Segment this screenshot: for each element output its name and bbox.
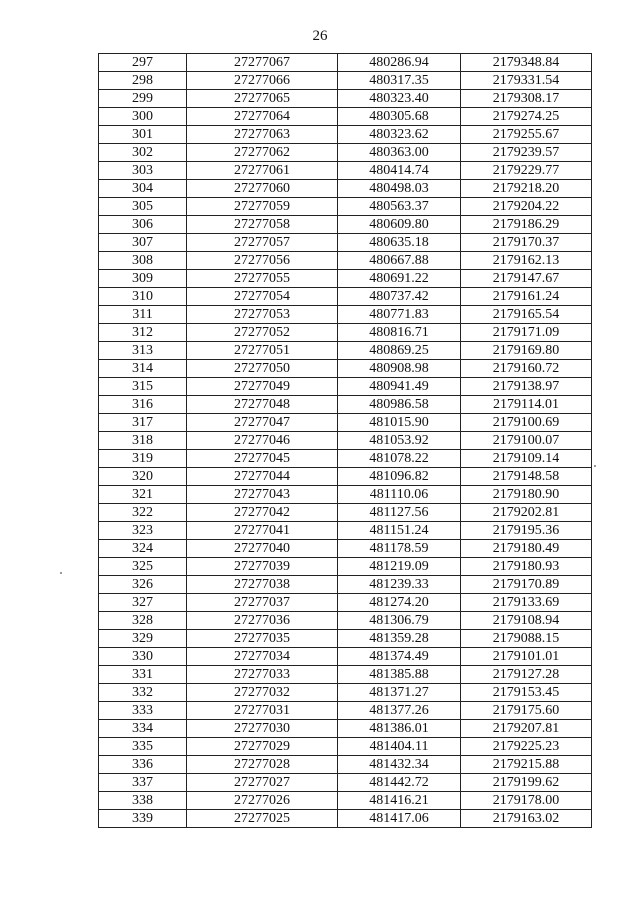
table-row	[99, 756, 592, 774]
point-id-cell: 27277067	[187, 54, 338, 72]
x-coordinate-cell: 481127.56	[338, 504, 461, 522]
point-id-cell: 27277039	[187, 558, 338, 576]
y-coordinate-cell: 2179274.25	[461, 108, 592, 126]
row-number-cell: 302	[99, 144, 187, 162]
point-id-cell: 27277032	[187, 684, 338, 702]
table-row	[99, 396, 592, 414]
table-row	[99, 612, 592, 630]
x-coordinate-cell: 480286.94	[338, 54, 461, 72]
table-row	[99, 648, 592, 666]
table-row	[99, 702, 592, 720]
y-coordinate-cell: 2179170.37	[461, 234, 592, 252]
point-id-cell: 27277059	[187, 198, 338, 216]
row-number-cell: 315	[99, 378, 187, 396]
point-id-cell: 27277029	[187, 738, 338, 756]
table-row	[99, 234, 592, 252]
x-coordinate-cell: 480816.71	[338, 324, 461, 342]
row-number-cell: 318	[99, 432, 187, 450]
row-number-cell: 297	[99, 54, 187, 72]
y-coordinate-cell: 2179207.81	[461, 720, 592, 738]
x-coordinate-cell: 480323.40	[338, 90, 461, 108]
table-row	[99, 270, 592, 288]
row-number-cell: 305	[99, 198, 187, 216]
x-coordinate-cell: 480667.88	[338, 252, 461, 270]
table-row	[99, 594, 592, 612]
x-coordinate-cell: 481078.22	[338, 450, 461, 468]
y-coordinate-cell: 2179215.88	[461, 756, 592, 774]
y-coordinate-cell: 2179171.09	[461, 324, 592, 342]
y-coordinate-cell: 2179175.60	[461, 702, 592, 720]
point-id-cell: 27277045	[187, 450, 338, 468]
point-id-cell: 27277058	[187, 216, 338, 234]
table-row	[99, 450, 592, 468]
row-number-cell: 299	[99, 90, 187, 108]
y-coordinate-cell: 2179160.72	[461, 360, 592, 378]
y-coordinate-cell: 2179165.54	[461, 306, 592, 324]
point-id-cell: 27277049	[187, 378, 338, 396]
table-row	[99, 324, 592, 342]
point-id-cell: 27277028	[187, 756, 338, 774]
y-coordinate-cell: 2179178.00	[461, 792, 592, 810]
point-id-cell: 27277034	[187, 648, 338, 666]
y-coordinate-cell: 2179199.62	[461, 774, 592, 792]
point-id-cell: 27277051	[187, 342, 338, 360]
x-coordinate-cell: 481432.34	[338, 756, 461, 774]
x-coordinate-cell: 480691.22	[338, 270, 461, 288]
row-number-cell: 339	[99, 810, 187, 828]
table-row	[99, 216, 592, 234]
row-number-cell: 322	[99, 504, 187, 522]
table-row	[99, 72, 592, 90]
y-coordinate-cell: 2179127.28	[461, 666, 592, 684]
y-coordinate-cell: 2179180.49	[461, 540, 592, 558]
row-number-cell: 324	[99, 540, 187, 558]
point-id-cell: 27277064	[187, 108, 338, 126]
table-row	[99, 540, 592, 558]
y-coordinate-cell: 2179147.67	[461, 270, 592, 288]
point-id-cell: 27277041	[187, 522, 338, 540]
table-row	[99, 378, 592, 396]
page-number: 26	[312, 28, 328, 44]
point-id-cell: 27277044	[187, 468, 338, 486]
point-id-cell: 27277030	[187, 720, 338, 738]
table-row	[99, 414, 592, 432]
y-coordinate-cell: 2179180.90	[461, 486, 592, 504]
y-coordinate-cell: 2179331.54	[461, 72, 592, 90]
y-coordinate-cell: 2179088.15	[461, 630, 592, 648]
y-coordinate-cell: 2179186.29	[461, 216, 592, 234]
row-number-cell: 316	[99, 396, 187, 414]
point-id-cell: 27277026	[187, 792, 338, 810]
row-number-cell: 323	[99, 522, 187, 540]
row-number-cell: 331	[99, 666, 187, 684]
coordinates-table-body	[99, 54, 592, 828]
point-id-cell: 27277060	[187, 180, 338, 198]
x-coordinate-cell: 480908.98	[338, 360, 461, 378]
y-coordinate-cell: 2179161.24	[461, 288, 592, 306]
x-coordinate-cell: 480986.58	[338, 396, 461, 414]
point-id-cell: 27277065	[187, 90, 338, 108]
table-row	[99, 486, 592, 504]
x-coordinate-cell: 480323.62	[338, 126, 461, 144]
y-coordinate-cell: 2179229.77	[461, 162, 592, 180]
row-number-cell: 307	[99, 234, 187, 252]
point-id-cell: 27277053	[187, 306, 338, 324]
row-number-cell: 327	[99, 594, 187, 612]
y-coordinate-cell: 2179100.07	[461, 432, 592, 450]
row-number-cell: 338	[99, 792, 187, 810]
x-coordinate-cell: 481386.01	[338, 720, 461, 738]
row-number-cell: 321	[99, 486, 187, 504]
row-number-cell: 332	[99, 684, 187, 702]
y-coordinate-cell: 2179218.20	[461, 180, 592, 198]
y-coordinate-cell: 2179163.02	[461, 810, 592, 828]
x-coordinate-cell: 480305.68	[338, 108, 461, 126]
table-row	[99, 432, 592, 450]
point-id-cell: 27277037	[187, 594, 338, 612]
row-number-cell: 306	[99, 216, 187, 234]
y-coordinate-cell: 2179108.94	[461, 612, 592, 630]
row-number-cell: 336	[99, 756, 187, 774]
row-number-cell: 325	[99, 558, 187, 576]
x-coordinate-cell: 481371.27	[338, 684, 461, 702]
table-row	[99, 342, 592, 360]
x-coordinate-cell: 480414.74	[338, 162, 461, 180]
y-coordinate-cell: 2179239.57	[461, 144, 592, 162]
y-coordinate-cell: 2179170.89	[461, 576, 592, 594]
row-number-cell: 313	[99, 342, 187, 360]
table-row	[99, 720, 592, 738]
row-number-cell: 335	[99, 738, 187, 756]
row-number-cell: 317	[99, 414, 187, 432]
x-coordinate-cell: 481416.21	[338, 792, 461, 810]
scan-speck	[60, 572, 62, 574]
row-number-cell: 308	[99, 252, 187, 270]
x-coordinate-cell: 480363.00	[338, 144, 461, 162]
point-id-cell: 27277036	[187, 612, 338, 630]
x-coordinate-cell: 481306.79	[338, 612, 461, 630]
y-coordinate-cell: 2179204.22	[461, 198, 592, 216]
point-id-cell: 27277061	[187, 162, 338, 180]
x-coordinate-cell: 481178.59	[338, 540, 461, 558]
table-row	[99, 108, 592, 126]
x-coordinate-cell: 481377.26	[338, 702, 461, 720]
row-number-cell: 309	[99, 270, 187, 288]
x-coordinate-cell: 481096.82	[338, 468, 461, 486]
table-row	[99, 738, 592, 756]
table-row	[99, 666, 592, 684]
point-id-cell: 27277057	[187, 234, 338, 252]
table-row	[99, 288, 592, 306]
point-id-cell: 27277035	[187, 630, 338, 648]
scan-speck	[594, 465, 596, 467]
x-coordinate-cell: 480635.18	[338, 234, 461, 252]
y-coordinate-cell: 2179109.14	[461, 450, 592, 468]
x-coordinate-cell: 480317.35	[338, 72, 461, 90]
point-id-cell: 27277040	[187, 540, 338, 558]
table-row	[99, 126, 592, 144]
table-row	[99, 792, 592, 810]
y-coordinate-cell: 2179255.67	[461, 126, 592, 144]
row-number-cell: 303	[99, 162, 187, 180]
x-coordinate-cell: 481219.09	[338, 558, 461, 576]
table-row	[99, 810, 592, 828]
point-id-cell: 27277038	[187, 576, 338, 594]
y-coordinate-cell: 2179100.69	[461, 414, 592, 432]
point-id-cell: 27277055	[187, 270, 338, 288]
y-coordinate-cell: 2179225.23	[461, 738, 592, 756]
y-coordinate-cell: 2179180.93	[461, 558, 592, 576]
point-id-cell: 27277031	[187, 702, 338, 720]
point-id-cell: 27277062	[187, 144, 338, 162]
x-coordinate-cell: 480771.83	[338, 306, 461, 324]
row-number-cell: 310	[99, 288, 187, 306]
row-number-cell: 300	[99, 108, 187, 126]
row-number-cell: 329	[99, 630, 187, 648]
x-coordinate-cell: 481374.49	[338, 648, 461, 666]
x-coordinate-cell: 480563.37	[338, 198, 461, 216]
point-id-cell: 27277033	[187, 666, 338, 684]
x-coordinate-cell: 481015.90	[338, 414, 461, 432]
coordinates-table	[98, 53, 592, 828]
x-coordinate-cell: 481053.92	[338, 432, 461, 450]
x-coordinate-cell: 481442.72	[338, 774, 461, 792]
x-coordinate-cell: 481359.28	[338, 630, 461, 648]
table-row	[99, 306, 592, 324]
y-coordinate-cell: 2179133.69	[461, 594, 592, 612]
x-coordinate-cell: 480737.42	[338, 288, 461, 306]
table-row	[99, 774, 592, 792]
table-row	[99, 198, 592, 216]
y-coordinate-cell: 2179114.01	[461, 396, 592, 414]
point-id-cell: 27277056	[187, 252, 338, 270]
row-number-cell: 301	[99, 126, 187, 144]
row-number-cell: 314	[99, 360, 187, 378]
x-coordinate-cell: 480941.49	[338, 378, 461, 396]
table-row	[99, 684, 592, 702]
x-coordinate-cell: 480609.80	[338, 216, 461, 234]
row-number-cell: 337	[99, 774, 187, 792]
y-coordinate-cell: 2179148.58	[461, 468, 592, 486]
y-coordinate-cell: 2179195.36	[461, 522, 592, 540]
table-row	[99, 162, 592, 180]
y-coordinate-cell: 2179169.80	[461, 342, 592, 360]
y-coordinate-cell: 2179153.45	[461, 684, 592, 702]
y-coordinate-cell: 2179101.01	[461, 648, 592, 666]
row-number-cell: 333	[99, 702, 187, 720]
table-row	[99, 252, 592, 270]
table-row	[99, 360, 592, 378]
x-coordinate-cell: 481274.20	[338, 594, 461, 612]
point-id-cell: 27277042	[187, 504, 338, 522]
row-number-cell: 312	[99, 324, 187, 342]
y-coordinate-cell: 2179162.13	[461, 252, 592, 270]
y-coordinate-cell: 2179202.81	[461, 504, 592, 522]
y-coordinate-cell: 2179138.97	[461, 378, 592, 396]
row-number-cell: 330	[99, 648, 187, 666]
point-id-cell: 27277066	[187, 72, 338, 90]
row-number-cell: 334	[99, 720, 187, 738]
x-coordinate-cell: 481417.06	[338, 810, 461, 828]
point-id-cell: 27277025	[187, 810, 338, 828]
point-id-cell: 27277054	[187, 288, 338, 306]
x-coordinate-cell: 481151.24	[338, 522, 461, 540]
table-row	[99, 522, 592, 540]
x-coordinate-cell: 481385.88	[338, 666, 461, 684]
table-row	[99, 576, 592, 594]
row-number-cell: 319	[99, 450, 187, 468]
y-coordinate-cell: 2179308.17	[461, 90, 592, 108]
x-coordinate-cell: 481110.06	[338, 486, 461, 504]
table-row	[99, 558, 592, 576]
row-number-cell: 311	[99, 306, 187, 324]
x-coordinate-cell: 480498.03	[338, 180, 461, 198]
table-row	[99, 90, 592, 108]
point-id-cell: 27277047	[187, 414, 338, 432]
point-id-cell: 27277052	[187, 324, 338, 342]
row-number-cell: 298	[99, 72, 187, 90]
point-id-cell: 27277043	[187, 486, 338, 504]
x-coordinate-cell: 481239.33	[338, 576, 461, 594]
point-id-cell: 27277063	[187, 126, 338, 144]
table-row	[99, 468, 592, 486]
table-row	[99, 504, 592, 522]
y-coordinate-cell: 2179348.84	[461, 54, 592, 72]
table-row	[99, 180, 592, 198]
point-id-cell: 27277048	[187, 396, 338, 414]
row-number-cell: 304	[99, 180, 187, 198]
x-coordinate-cell: 481404.11	[338, 738, 461, 756]
table-row	[99, 144, 592, 162]
x-coordinate-cell: 480869.25	[338, 342, 461, 360]
row-number-cell: 326	[99, 576, 187, 594]
row-number-cell: 320	[99, 468, 187, 486]
point-id-cell: 27277046	[187, 432, 338, 450]
point-id-cell: 27277050	[187, 360, 338, 378]
row-number-cell: 328	[99, 612, 187, 630]
table-row	[99, 54, 592, 72]
point-id-cell: 27277027	[187, 774, 338, 792]
table-row	[99, 630, 592, 648]
